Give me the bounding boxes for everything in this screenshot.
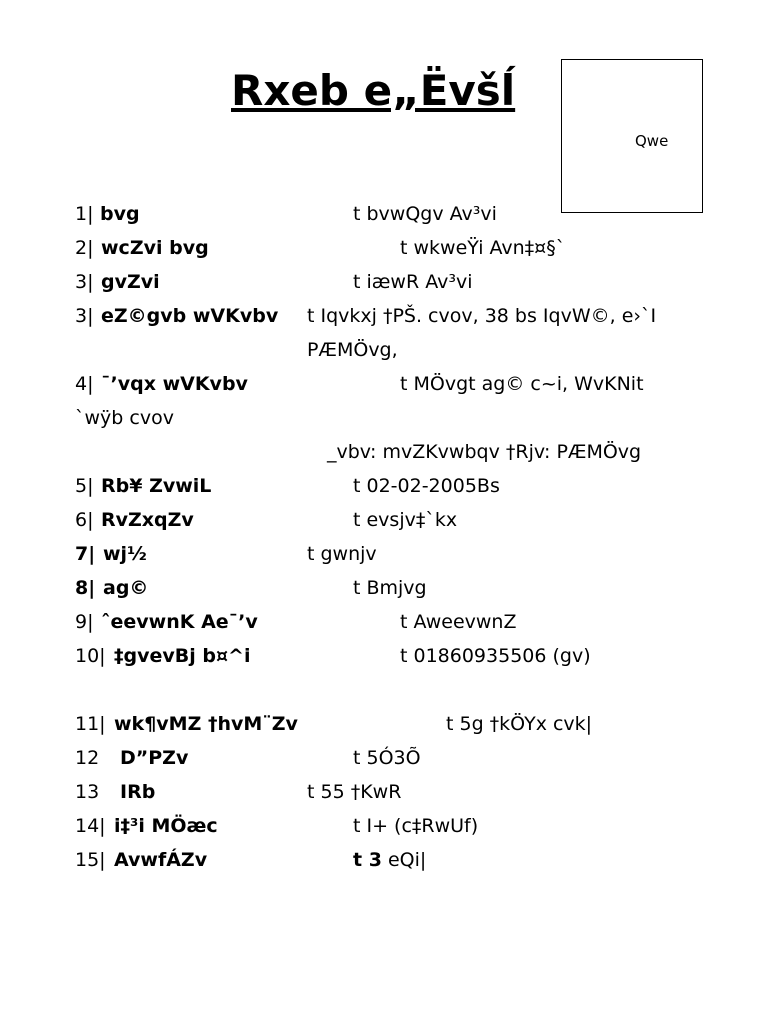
field-value: t MÖvgt ag© c~i, WvKNit — [400, 373, 644, 395]
field-label: ¯’vqx wVKvbv — [101, 373, 248, 395]
item-number: 13 — [75, 781, 100, 803]
item-number: 11| — [75, 713, 106, 735]
field-label: wj½ — [103, 543, 147, 565]
field-value: t Iqvkxj †PŠ. cvov, 38 bs IqvW©, e›`I — [307, 305, 657, 327]
field-label: RvZxqZv — [101, 509, 194, 531]
field-value-continued: _vbv: mvZKvwbqv †Rjv: PÆMÖvg — [327, 441, 642, 463]
item-number: 7| — [75, 543, 96, 565]
field-label: Rb¥ ZvwiL — [101, 475, 212, 497]
photo-placeholder — [561, 59, 703, 213]
item-number: 3| — [75, 271, 94, 293]
item-number: 8| — [75, 577, 96, 599]
field-label: D”PZv — [120, 747, 189, 769]
field-value: t bvwQgv Av³vi — [353, 203, 497, 225]
field-label: gvZvi — [101, 271, 160, 293]
item-number: 14| — [75, 815, 106, 837]
field-value-rest: eQi| — [381, 849, 427, 871]
field-label: eZ©gvb wVKvbv — [101, 305, 279, 327]
field-value-bold: t 3 — [353, 849, 382, 871]
field-label: ag© — [103, 577, 149, 599]
field-value: t 55 †KwR — [307, 781, 402, 803]
field-label: IRb — [120, 781, 156, 803]
field-label: wk¶vMZ †hvM¨Zv — [114, 713, 298, 735]
field-value: t AweevwnZ — [400, 611, 517, 633]
item-number: 3| — [75, 305, 94, 327]
item-number: 15| — [75, 849, 106, 871]
item-number: 6| — [75, 509, 94, 531]
field-label: bvg — [100, 203, 140, 225]
field-value: t wkweŸi Avn‡¤§` — [400, 237, 566, 259]
field-value: t 5Ó3Õ — [353, 747, 421, 769]
field-value: t 01860935506 (gv) — [400, 645, 591, 667]
field-value: t gwnjv — [307, 543, 377, 565]
field-label: wcZvi bvg — [101, 237, 209, 259]
field-value: t I+ (c‡RwUf) — [353, 815, 479, 837]
field-label: AvwfÁZv — [114, 849, 208, 871]
item-number: 10| — [75, 645, 106, 667]
field-value: t Bmjvg — [353, 577, 427, 599]
field-label: ‡gvevBj b¤^i — [114, 645, 251, 667]
field-label: ˆeevwnK Ae¯’v — [101, 611, 258, 633]
item-number: 12 — [75, 747, 100, 769]
item-number: 2| — [75, 237, 94, 259]
item-number: 1| — [75, 203, 94, 225]
field-value: t iæwR Av³vi — [353, 271, 473, 293]
field-value-continued: PÆMÖvg, — [307, 339, 398, 361]
item-number: 5| — [75, 475, 94, 497]
field-value: t evsjv‡`kx — [353, 509, 458, 531]
item-number: 9| — [75, 611, 94, 633]
field-value: t 02-02-2005Bs — [353, 475, 500, 497]
field-value: t 5g †kÖYx cvk| — [446, 713, 593, 735]
field-value-continued: `wÿb cvov — [75, 407, 174, 429]
field-label: i‡³i MÖæc — [114, 815, 218, 837]
page-title: Rxeb e„Ëvšĺ — [231, 66, 516, 115]
photo-label: Qwe — [635, 132, 669, 150]
field-value — [353, 849, 426, 872]
item-number: 4| — [75, 373, 94, 395]
